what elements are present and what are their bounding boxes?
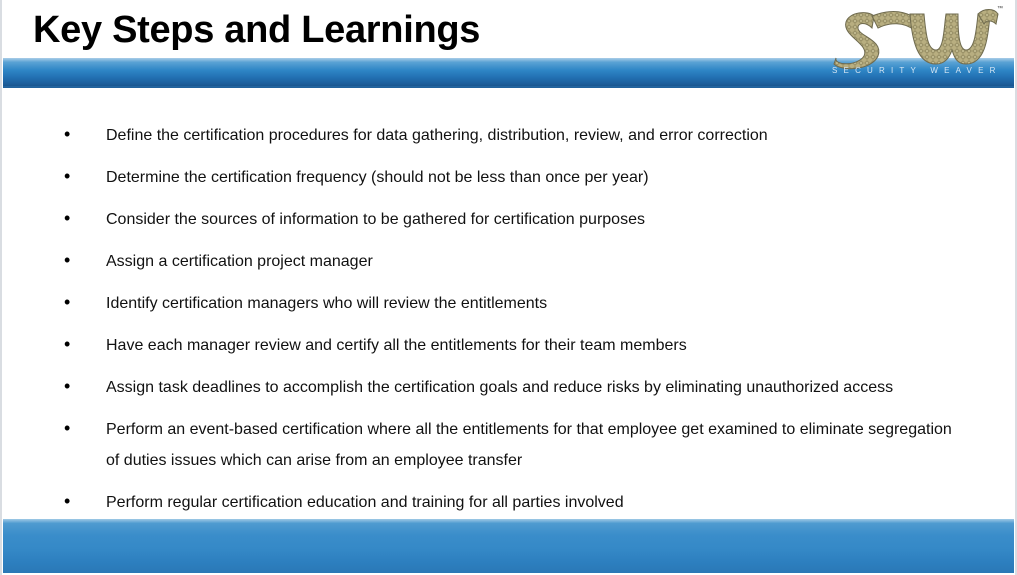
bullet-item: [62, 246, 962, 277]
bullet-text: Have each manager review and certify all the entitlements for their team members: [106, 337, 687, 354]
bullet-text: Consider the sources of information to be gathered for certification purposes: [106, 211, 645, 228]
bullet-item: [62, 330, 962, 361]
slide-title: Key Steps and Learnings: [33, 9, 481, 51]
bullet-marker: •: [64, 208, 71, 228]
bullet-marker: •: [64, 418, 71, 438]
bullet-marker: •: [64, 250, 71, 270]
bullet-marker: •: [64, 292, 71, 312]
bullet-item: [62, 288, 962, 319]
bullet-marker: •: [64, 491, 71, 511]
logo-caption: SECURITY WEAVER: [832, 66, 1002, 75]
bullet-text: Define the certification procedures for data gathering, distribution, review, and error correction: [106, 127, 768, 144]
bullet-text: Determine the certification frequency (should not be less than once per year): [106, 169, 649, 186]
trademark-symbol: ™: [997, 6, 1003, 12]
bullet-marker: •: [64, 376, 71, 396]
bullet-item: [62, 204, 962, 235]
bullet-text: Perform regular certification education and training for all parties involved: [106, 494, 624, 511]
bullet-text: Perform an event-based certification where all the entitlements for that employee get examined to eliminate segregation of duties issues which can arise from an employee transfer: [106, 421, 952, 469]
bullet-text: Identify certification managers who will review the entitlements: [106, 295, 548, 312]
bullet-marker: •: [64, 166, 71, 186]
bullet-item: [62, 414, 962, 476]
slide-border-left: [0, 0, 2, 575]
bullet-item: [62, 120, 962, 151]
bullet-item: [62, 372, 962, 403]
bullet-marker: •: [64, 334, 71, 354]
bullet-item: [62, 162, 962, 193]
bullet-text: Assign a certification project manager: [106, 253, 373, 270]
bullet-list: [62, 120, 962, 529]
bullet-text: Assign task deadlines to accomplish the certification goals and reduce risks by eliminating unauthorized access: [106, 379, 894, 396]
bullet-marker: •: [64, 124, 71, 144]
bullet-item: [62, 487, 962, 518]
footer-band: [3, 519, 1014, 573]
